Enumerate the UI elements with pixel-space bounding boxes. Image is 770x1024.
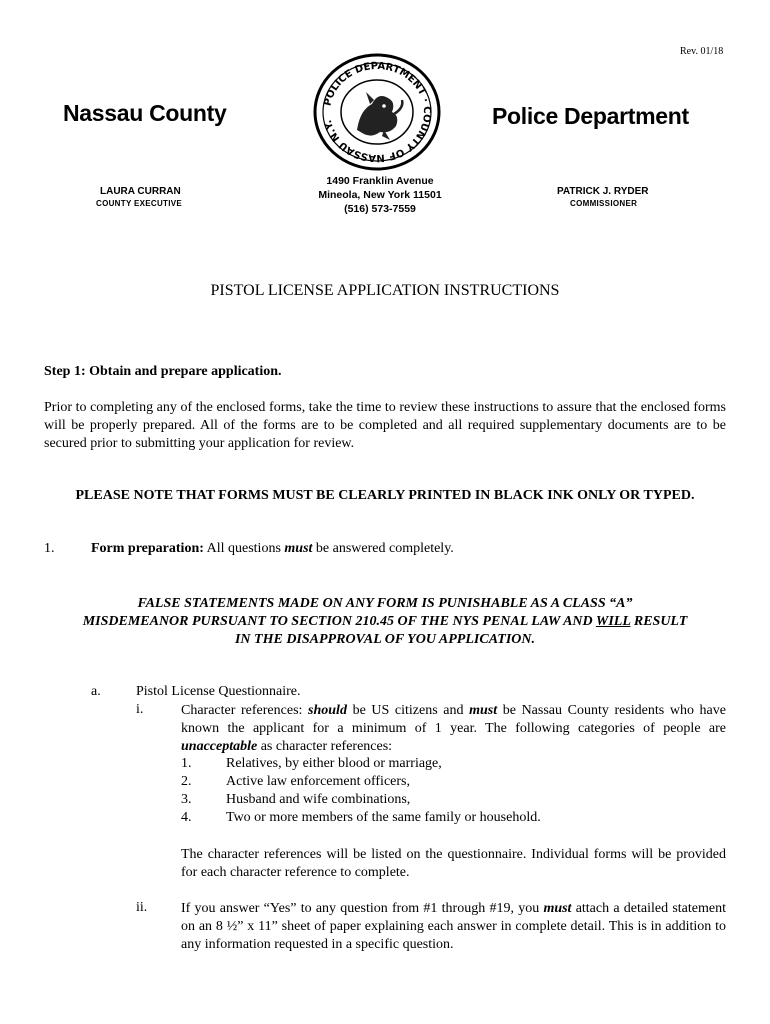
cr-text-3: be Nassau County residents who have known the applicant for a minimum of 1 year. The following categories of people are [181,703,726,736]
false-statement-warning [60,595,710,649]
list-item-number: 3. [181,792,192,807]
item1-text [91,541,454,557]
executive-title: COUNTY EXECUTIVE [96,199,182,208]
warning-line-2 [60,613,710,631]
warning-will: WILL [595,614,631,629]
item1-text-a: All questions [203,541,285,556]
list-item-number: 4. [181,810,192,825]
list-item [181,756,442,772]
cr-unacceptable: unacceptable [181,739,258,754]
sub-a-letter: a. [91,684,101,699]
ii-must: must [543,901,572,916]
cr-text-4: as character references: [257,739,393,754]
character-references-paragraph [181,702,726,756]
address-city: Mineola, New York 11501 [318,189,442,201]
cr-text-1: Character references: [181,703,309,718]
department-title: Police Department [492,103,689,129]
county-title: Nassau County [63,100,227,126]
step1-paragraph: Prior to completing any of the enclosed forms, take the time to review these instructions to assure that the enclosed forms will be properly prepared. All of the forms are to be completed and all required supplementary documents are to be secured prior to submitting your application for review. [44,400,726,451]
ii-text-1: If you answer “Yes” to any question from #1 through #19, you [181,901,544,916]
document-title: PISTOL LICENSE APPLICATION INSTRUCTIONS [210,282,560,299]
warning-line-3: IN THE DISAPPROVAL OF YOU APPLICATION. [234,632,535,647]
item1-must: must [284,541,313,556]
yes-answers-paragraph [181,900,726,954]
list-item [181,774,410,790]
cr-should: should [308,703,347,718]
warning-line-2a: MISDEMEANOR PURSUANT TO SECTION 210.45 OF THE NYS PENAL LAW AND [82,614,596,629]
list-item-text: Active law enforcement officers, [226,774,410,789]
roman-i-label: i. [136,702,144,717]
list-item-text: Husband and wife combinations, [226,792,411,807]
ii-text-2: attach a detailed statement on an 8 ½” x 11” sheet of paper explaining each answer in complete detail. This is in addition to any information requested in a specific question. [181,901,726,952]
sub-a-title: Pistol License Questionnaire. [136,684,301,699]
item1-label: Form preparation: [91,541,204,556]
cr-must: must [469,703,498,718]
list-item-text: Two or more members of the same family or household. [226,810,541,825]
list-item-number: 1. [181,756,192,771]
seal-text: POLICE DEPARTMENT · COUNTY OF NASSAU N.Y. [322,60,433,164]
step1-heading: Step 1: Obtain and prepare application. [44,364,282,379]
commissioner-name: PATRICK J. RYDER [557,186,649,197]
address-phone: (516) 573-7559 [344,203,416,215]
list-item-text: Relatives, by either blood or marriage, [226,756,442,771]
ink-note: PLEASE NOTE THAT FORMS MUST BE CLEARLY PRINTED IN BLACK INK ONLY OR TYPED. [75,488,695,503]
warning-line-2b: RESULT [630,614,688,629]
address-street: 1490 Franklin Avenue [326,175,434,187]
list-item-number: 2. [181,774,192,789]
revision-label: Rev. 01/18 [680,46,724,57]
executive-name: LAURA CURRAN [100,186,181,197]
character-references-note: The character references will be listed on the questionnaire. Individual forms will be provided for each character reference to complete. [181,847,726,880]
list-item [181,810,541,826]
cr-text-2: be US citizens and [346,703,470,718]
police-seal-logo [312,52,442,172]
warning-line-1: FALSE STATEMENTS MADE ON ANY FORM IS PUNISHABLE AS A CLASS “A” [137,596,633,611]
department-address [300,174,460,216]
item1-number: 1. [44,541,55,556]
roman-ii-label: ii. [136,900,148,915]
list-item [181,792,410,808]
commissioner-title: COMMISSIONER [570,199,638,208]
item1-text-b: be answered completely. [312,541,454,556]
